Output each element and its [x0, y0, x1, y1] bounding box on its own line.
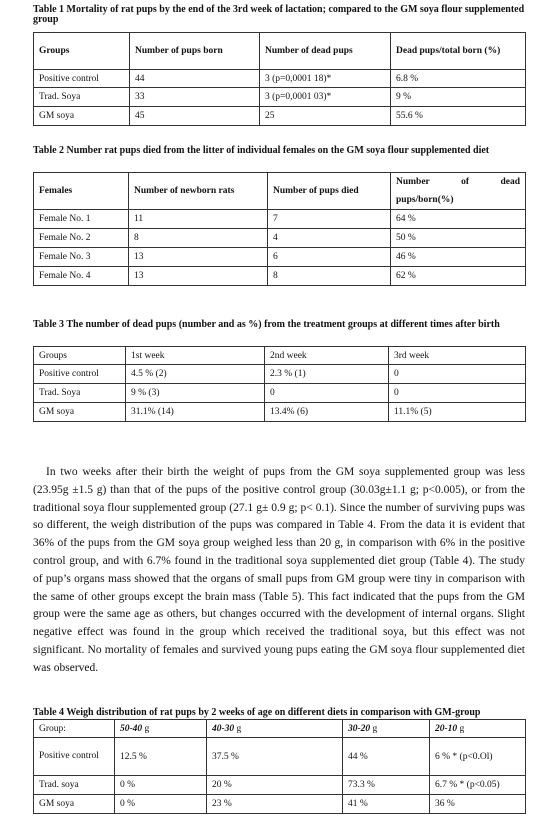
- table1-cell: GM soya: [34, 107, 130, 126]
- table2-cell: Female No. 4: [34, 267, 129, 286]
- table2-header-cell: Number of newborn rats: [129, 173, 268, 210]
- table2-cell: Female No. 3: [34, 248, 129, 267]
- table2-cell: 8: [268, 267, 391, 286]
- table2-header-row: [34, 173, 526, 210]
- range-unit: g: [144, 723, 150, 734]
- table2-cell: 6: [268, 248, 391, 267]
- table1-cell: 33: [130, 88, 260, 107]
- table2-cell: 62 %: [391, 267, 526, 286]
- table1-header-cell: Number of pups born: [130, 33, 260, 70]
- table-row: [34, 229, 526, 248]
- table3-cell: 11.1% (5): [389, 403, 526, 422]
- table3-cell: 4.5 % (2): [126, 365, 265, 384]
- table4-header-cell: Group:: [34, 720, 115, 738]
- table-row: [34, 88, 526, 107]
- table4-cell: 44 %: [343, 738, 430, 776]
- table1-caption: Table 1 Mortality of rat pups by the end of the 3rd week of lactation; compared to the GM soya flour supplemented group: [33, 4, 525, 25]
- table3-cell: 2.3 % (1): [265, 365, 389, 384]
- table3-header-cell: 3rd week: [389, 347, 526, 365]
- table4-cell: 23 %: [207, 795, 343, 814]
- table3: [33, 346, 526, 422]
- table4-cell: 0 %: [115, 776, 207, 795]
- table3-cell: Trad. Soya: [34, 384, 126, 403]
- table3-cell: 0: [389, 384, 526, 403]
- table-row: [34, 248, 526, 267]
- table2-header-cell: Number of pups died: [268, 173, 391, 210]
- table4-header-cell: [430, 720, 526, 738]
- table-row: [34, 267, 526, 286]
- table4-header-cell: [207, 720, 343, 738]
- table2-cell: 13: [129, 248, 268, 267]
- table2-cell: 4: [268, 229, 391, 248]
- table3-cell: 0: [265, 384, 389, 403]
- range-unit: g: [236, 723, 242, 734]
- table4-cell: 20 %: [207, 776, 343, 795]
- table3-cell: 9 % (3): [126, 384, 265, 403]
- table3-header-cell: 2nd week: [265, 347, 389, 365]
- table2-cell: 8: [129, 229, 268, 248]
- table2-cell: 11: [129, 210, 268, 229]
- table4-cell: 73.3 %: [343, 776, 430, 795]
- table3-cell: 31.1% (14): [126, 403, 265, 422]
- table-row: [34, 107, 526, 126]
- table2-header-cell: Number of dead pups/born(%): [391, 173, 526, 210]
- table-row: [34, 795, 526, 814]
- range-number: 20-10: [435, 723, 458, 734]
- table4-cell: 6.7 % * (p<0.05): [430, 776, 526, 795]
- table2-cell: 46 %: [391, 248, 526, 267]
- table4: [33, 719, 526, 814]
- table2-cell: 13: [129, 267, 268, 286]
- table3-cell: 13.4% (6): [265, 403, 389, 422]
- range-unit: g: [372, 723, 378, 734]
- table3-cell: GM soya: [34, 403, 126, 422]
- table1-cell: 55.6 %: [391, 107, 526, 126]
- table4-header-cell: [343, 720, 430, 738]
- table-row: [34, 776, 526, 795]
- table1-header-cell: Groups: [34, 33, 130, 70]
- table4-header-cell: [115, 720, 207, 738]
- table1-cell: 9 %: [391, 88, 526, 107]
- table2-cell: 7: [268, 210, 391, 229]
- table3-caption: Table 3 The number of dead pups (number and as %) from the treatment groups at different times after birth: [33, 319, 500, 330]
- table1-cell: Positive control: [34, 70, 130, 88]
- table1-cell: 3 (p=0,0001 18)*: [260, 70, 391, 88]
- table4-cell: 36 %: [430, 795, 526, 814]
- table4-cell: Positive control: [34, 738, 115, 776]
- table-row: [34, 70, 526, 88]
- range-number: 30-20: [348, 723, 371, 734]
- table2-cell: Female No. 2: [34, 229, 129, 248]
- table4-header-row: [34, 720, 526, 738]
- table1-cell: 6.8 %: [391, 70, 526, 88]
- range-number: 50-40: [120, 723, 143, 734]
- table-row: [34, 738, 526, 776]
- table3-cell: Positive control: [34, 365, 126, 384]
- table2-cell: 50 %: [391, 229, 526, 248]
- table-row: [34, 210, 526, 229]
- table1-cell: 3 (p=0,0001 03)*: [260, 88, 391, 107]
- table2-cell: 64 %: [391, 210, 526, 229]
- table1-cell: 25: [260, 107, 391, 126]
- range-number: 40-30: [212, 723, 235, 734]
- table1-header-row: [34, 33, 526, 70]
- table1-cell: 44: [130, 70, 260, 88]
- table4-cell: 37.5 %: [207, 738, 343, 776]
- table4-cell: 6 % * (p<0.Ol): [430, 738, 526, 776]
- table3-header-cell: Groups: [34, 347, 126, 365]
- table1-cell: Trad. Soya: [34, 88, 130, 107]
- table4-cell: GM soya: [34, 795, 115, 814]
- table1-header-cell: Number of dead pups: [260, 33, 391, 70]
- table2: [33, 172, 526, 286]
- table2-cell: Female No. 1: [34, 210, 129, 229]
- table3-header-cell: 1st week: [126, 347, 265, 365]
- body-paragraph: In two weeks after their birth the weight of pups from the GM soya supplemented group was less (23.95g ±1.5 g) than that of the pups of the positive control group (30.03g±1.1 g; p<0.005), or from the traditional soya flour supplemented group (27.1 g± 0.9 g; p< 0.1). Since the number of surviving pups was so different, the weigh distribution of the pups was compared in Table 4. From the data it is evident that 36% of the pups from the GM soya group weighed less than 20 g, in comparison with 6% in the positive control group, and with 6.7% found in the traditional soya supplemented diet group (Table 4). The study of pup’s organs mass showed that the organs of small pups from GM group were tiny in comparison with the same of other groups except the brain mass (Table 5). This fact indicated that the pups from the GM group were the same age as others, but changes occurred with the development of internal organs. Slight negative effect was found in the group which received the traditional soya, but this effect was not significant. No mortality of females and survived young pups eating the GM soya flour supplemented diet was observed.: [33, 466, 525, 674]
- table2-caption: Table 2 Number rat pups died from the litter of individual females on the GM soya flour supplemented diet: [33, 145, 490, 156]
- table4-cell: Trad. soya: [34, 776, 115, 795]
- range-unit: g: [459, 723, 465, 734]
- table3-header-row: [34, 347, 526, 365]
- table-row: [34, 384, 526, 403]
- table4-cell: 0 %: [115, 795, 207, 814]
- table4-cell: 12.5 %: [115, 738, 207, 776]
- table4-cell: 41 %: [343, 795, 430, 814]
- table1-cell: 45: [130, 107, 260, 126]
- table1: [33, 32, 526, 126]
- table-row: [34, 365, 526, 384]
- table-row: [34, 403, 526, 422]
- table1-header-cell: Dead pups/total born (%): [391, 33, 526, 70]
- table4-caption: Table 4 Weigh distribution of rat pups by 2 weeks of age on different diets in comparison with GM-group: [33, 707, 481, 718]
- table3-cell: 0: [389, 365, 526, 384]
- table2-header-cell: Females: [34, 173, 129, 210]
